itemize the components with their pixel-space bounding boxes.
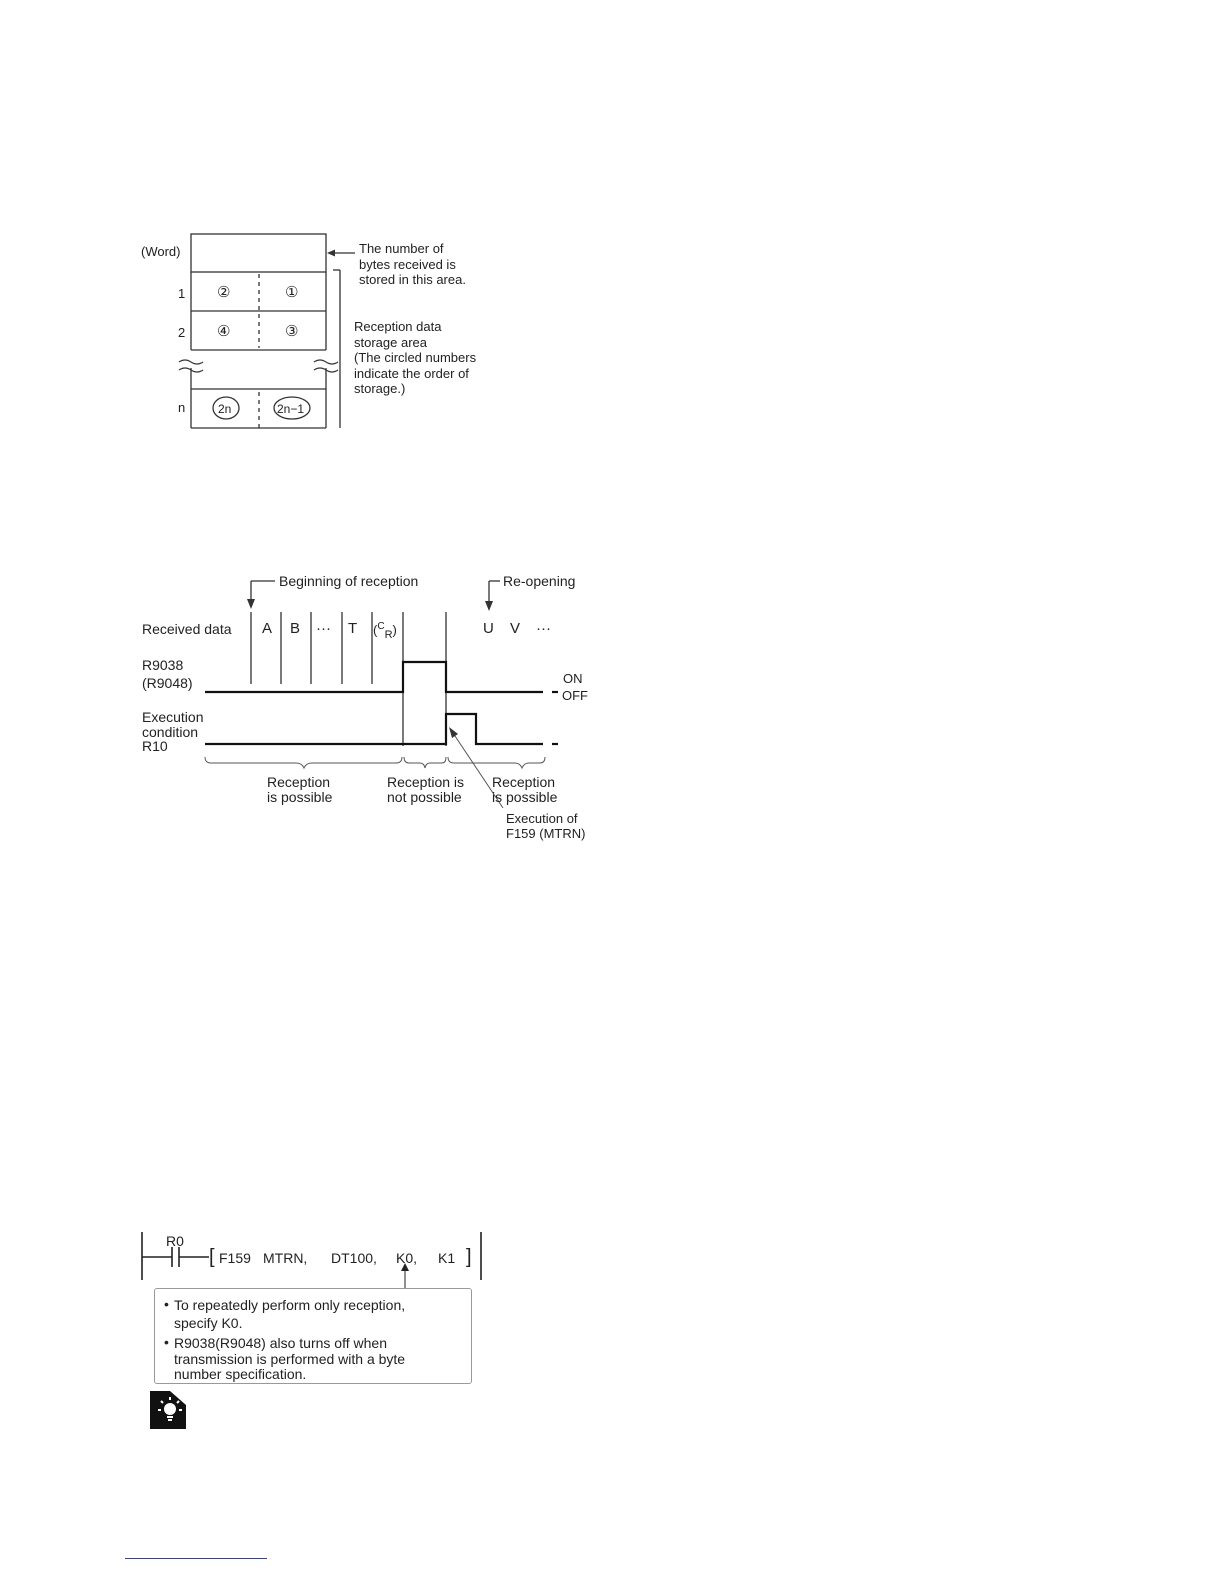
cr-terminator: ($^C_R$)	[373, 621, 397, 641]
row-index-n: n	[178, 400, 186, 415]
data-char-a: A	[262, 620, 273, 637]
off-label: OFF	[562, 688, 588, 703]
note-1-line-1: To repeatedly perform only reception,	[174, 1297, 406, 1313]
header-note-line-1: The number of	[359, 241, 444, 256]
data-char-u: U	[483, 620, 494, 637]
area-note-line-1: Reception data	[354, 319, 442, 334]
note-2-line-1: R9038(R9048) also turns off when	[174, 1335, 387, 1351]
row-index-2: 2	[178, 325, 186, 340]
word-label: (Word)	[141, 244, 181, 259]
row-2-low-byte: ③	[285, 323, 299, 340]
on-label: ON	[563, 671, 583, 686]
note-2-line-3: number specification.	[174, 1366, 307, 1382]
phase-2-line-2: not possible	[387, 789, 462, 805]
area-note-line-5: storage.)	[354, 381, 406, 396]
note-2-line-2: transmission is performed with a byte	[174, 1351, 406, 1367]
contact-label-r0: R0	[166, 1233, 184, 1249]
data-char-ellipsis: ···	[316, 620, 331, 637]
row-n-high-byte: 2n	[218, 402, 232, 416]
header-note-line-3: stored in this area.	[359, 272, 466, 287]
note-1-bullet: •	[164, 1296, 169, 1312]
instruction-number: F159	[219, 1250, 251, 1266]
memory-diagram-lines	[0, 0, 1224, 460]
received-data-label: Received data	[142, 621, 232, 637]
condition-label-line-1: Execution	[142, 709, 204, 725]
header-note-line-2: bytes received is	[359, 257, 456, 272]
reopening-label: Re-opening	[503, 573, 576, 589]
execution-note-line-2: F159 (MTRN)	[506, 826, 586, 841]
footer-rule	[125, 1558, 267, 1559]
data-char-ellipsis-2: ···	[536, 620, 551, 637]
operand-dt100: DT100,	[331, 1250, 377, 1266]
ladder-lines	[0, 1220, 1224, 1290]
execution-note-line-1: Execution of	[506, 811, 578, 826]
phase-3-line-2: is possible	[492, 789, 558, 805]
operand-k0: K0,	[396, 1250, 418, 1266]
instruction-open-bracket: [	[209, 1246, 215, 1268]
row-1-low-byte: ①	[285, 284, 299, 301]
phase-3-line-1: Reception	[492, 774, 556, 790]
ladder-note-box	[154, 1288, 472, 1384]
row-index-1: 1	[178, 286, 186, 301]
condition-label-line-3: R10	[142, 738, 168, 754]
condition-label-line-2: condition	[142, 724, 199, 740]
area-note-line-3: (The circled numbers	[354, 350, 477, 365]
area-note-line-2: storage area	[354, 335, 427, 350]
flag-label-r9048: (R9048)	[142, 675, 193, 691]
data-char-b: B	[290, 620, 301, 637]
instruction-mnemonic: MTRN,	[263, 1250, 308, 1266]
note-1-line-2: specify K0.	[174, 1315, 243, 1331]
cr-terminator-main: C	[377, 621, 385, 632]
data-char-t: T	[348, 620, 358, 637]
lightbulb-tip-icon	[150, 1391, 186, 1429]
row-n-low-byte: 2n−1	[277, 402, 305, 416]
phase-1-line-2: is possible	[267, 789, 333, 805]
note-2-bullet: •	[164, 1334, 169, 1350]
data-char-v: V	[510, 620, 521, 637]
phase-2-line-1: Reception is	[387, 774, 465, 790]
operand-k1: K1	[438, 1250, 456, 1266]
row-2-high-byte: ④	[217, 323, 231, 340]
instruction-close-bracket: ]	[466, 1246, 472, 1268]
flag-label-r9038: R9038	[142, 657, 184, 673]
beginning-of-reception-label: Beginning of reception	[279, 573, 419, 589]
phase-1-line-1: Reception	[267, 774, 331, 790]
cr-terminator-sub: R	[384, 628, 393, 641]
row-1-high-byte: ②	[217, 284, 231, 301]
area-note-line-4: indicate the order of	[354, 366, 469, 381]
